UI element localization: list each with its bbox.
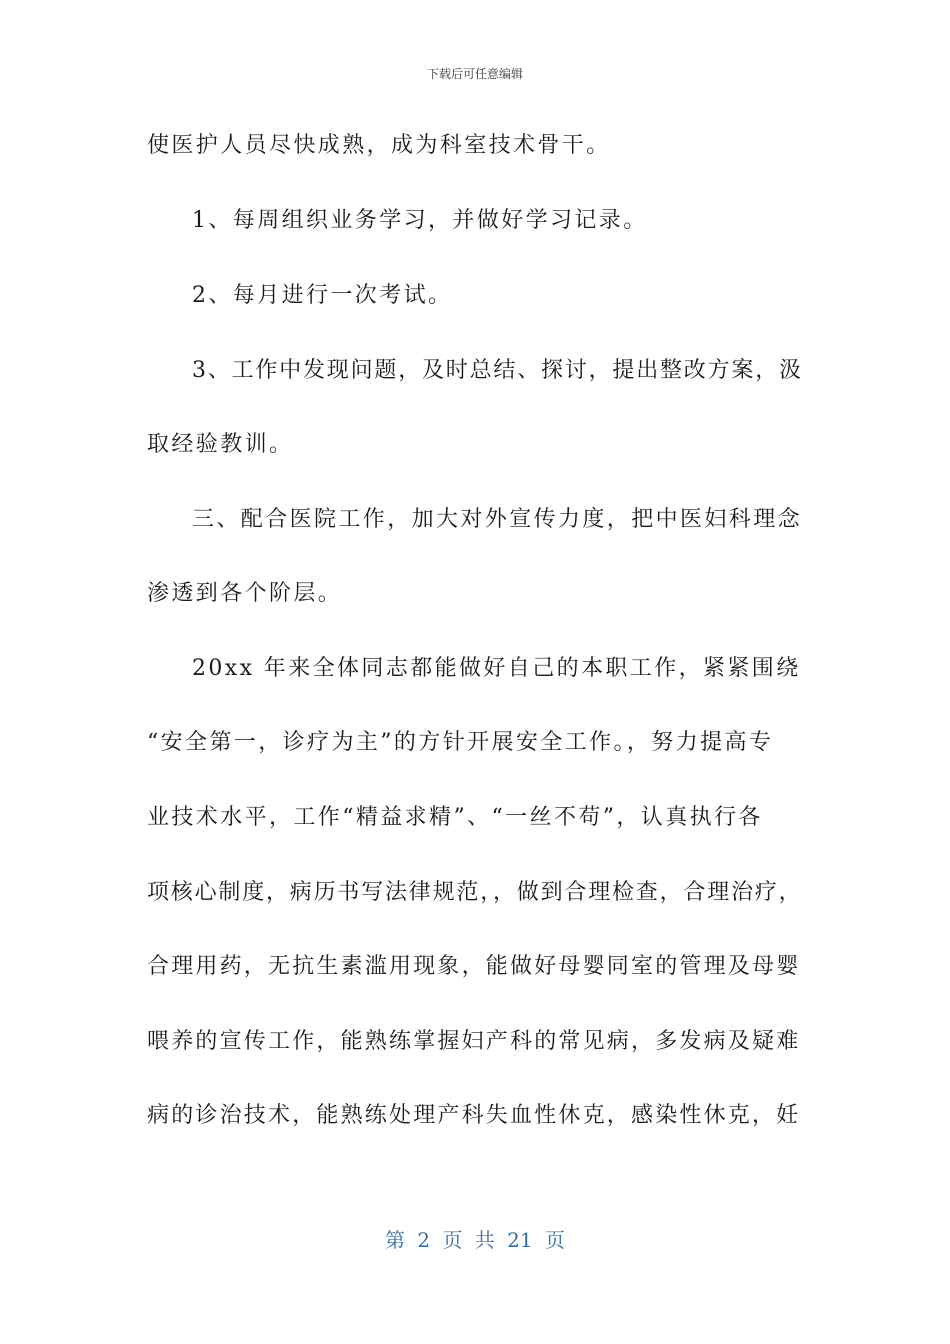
page-number-footer: 第 2 页 共 21 页 [385,1228,565,1252]
body-line-8: 20xx 年来全体同志都能做好自己的本职工作，紧紧围绕 [192,656,801,681]
body-line-2: 1、每周组织业务学习，并做好学习记录。 [192,208,648,233]
body-line-1: 使医护人员尽快成熟，成为科室技术骨干。 [147,133,611,158]
body-line-14: 病的诊治技术，能熟练处理产科失血性休克，感染性休克，妊 [147,1103,801,1128]
body-line-9: “安全第一，诊疗为主”的方针开展安全工作。，努力提高专 [147,730,774,755]
body-line-12: 合理用药，无抗生素滥用现象，能做好母婴同室的管理及母婴 [147,954,801,979]
body-line-13: 喂养的宣传工作，能熟练掌握妇产科的常见病，多发病及疑难 [147,1029,801,1054]
page-header: 下载后可任意编辑 [426,67,523,81]
body-line-4: 3、工作中发现问题，及时总结、探讨，提出整改方案，汲 [192,358,803,383]
body-line-5: 取经验教训。 [147,432,294,457]
body-line-6: 三、配合医院工作，加大对外宣传力度，把中医妇科理念 [192,507,803,532]
body-line-3: 2、每月进行一次考试。 [192,283,453,308]
body-line-7: 渗透到各个阶层。 [147,581,343,606]
body-line-10: 业技术水平，工作“精益求精”、“一丝不苟”，认真执行各 [147,805,763,830]
body-line-11: 项核心制度，病历书写法律规范，，做到合理检查，合理治疗， [147,880,803,905]
